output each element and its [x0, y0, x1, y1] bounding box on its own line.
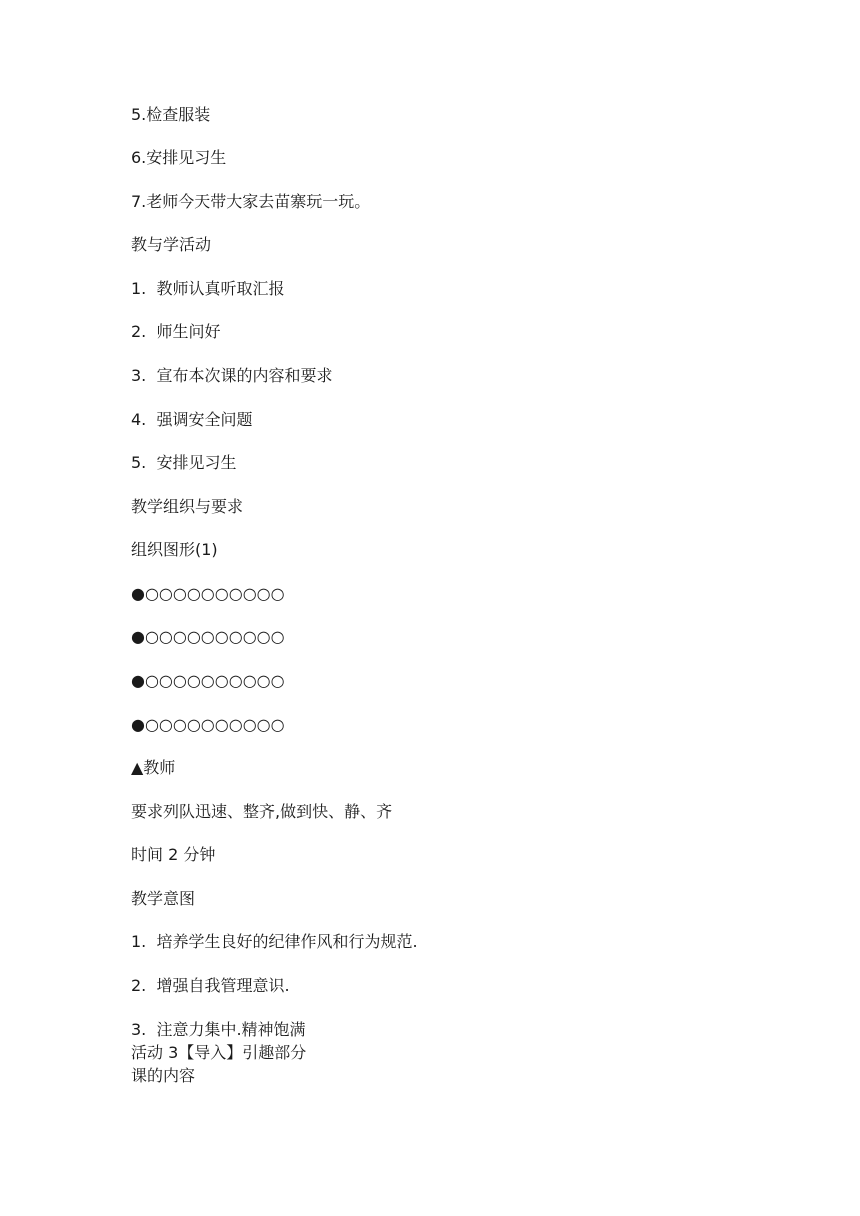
formation-row: ●○○○○○○○○○○ — [131, 584, 285, 603]
text-line: 7.老师今天带大家去苗寨玩一玩。 — [131, 192, 371, 211]
section-heading: 课的内容 — [131, 1066, 196, 1085]
list-item: 2. 增强自我管理意识. — [131, 976, 290, 995]
section-heading: 教与学活动 — [131, 235, 212, 254]
list-item: 4. 强调安全问题 — [131, 410, 253, 429]
list-item: 3. 宣布本次课的内容和要求 — [131, 366, 333, 385]
list-item: 1. 教师认真听取汇报 — [131, 279, 285, 298]
formation-row: ●○○○○○○○○○○ — [131, 671, 285, 690]
formation-row: ●○○○○○○○○○○ — [131, 627, 285, 646]
text-line: ▲教师 — [131, 758, 176, 777]
list-item: 2. 师生问好 — [131, 322, 221, 341]
text-line: 6.安排见习生 — [131, 148, 227, 167]
formation-row: ●○○○○○○○○○○ — [131, 715, 285, 734]
section-heading: 教学意图 — [131, 889, 196, 908]
text-line: 时间 2 分钟 — [131, 845, 216, 864]
text-line: 5.检查服装 — [131, 105, 211, 124]
list-item: 3. 注意力集中.精神饱满 — [131, 1020, 306, 1039]
text-line: 要求列队迅速、整齐,做到快、静、齐 — [131, 802, 393, 821]
section-heading: 教学组织与要求 — [131, 497, 244, 516]
list-item: 5. 安排见习生 — [131, 453, 237, 472]
list-item: 1. 培养学生良好的纪律作风和行为规范. — [131, 932, 418, 951]
text-line: 组织图形(1) — [131, 540, 218, 559]
section-heading: 活动 3【导入】引趣部分 — [131, 1043, 307, 1062]
